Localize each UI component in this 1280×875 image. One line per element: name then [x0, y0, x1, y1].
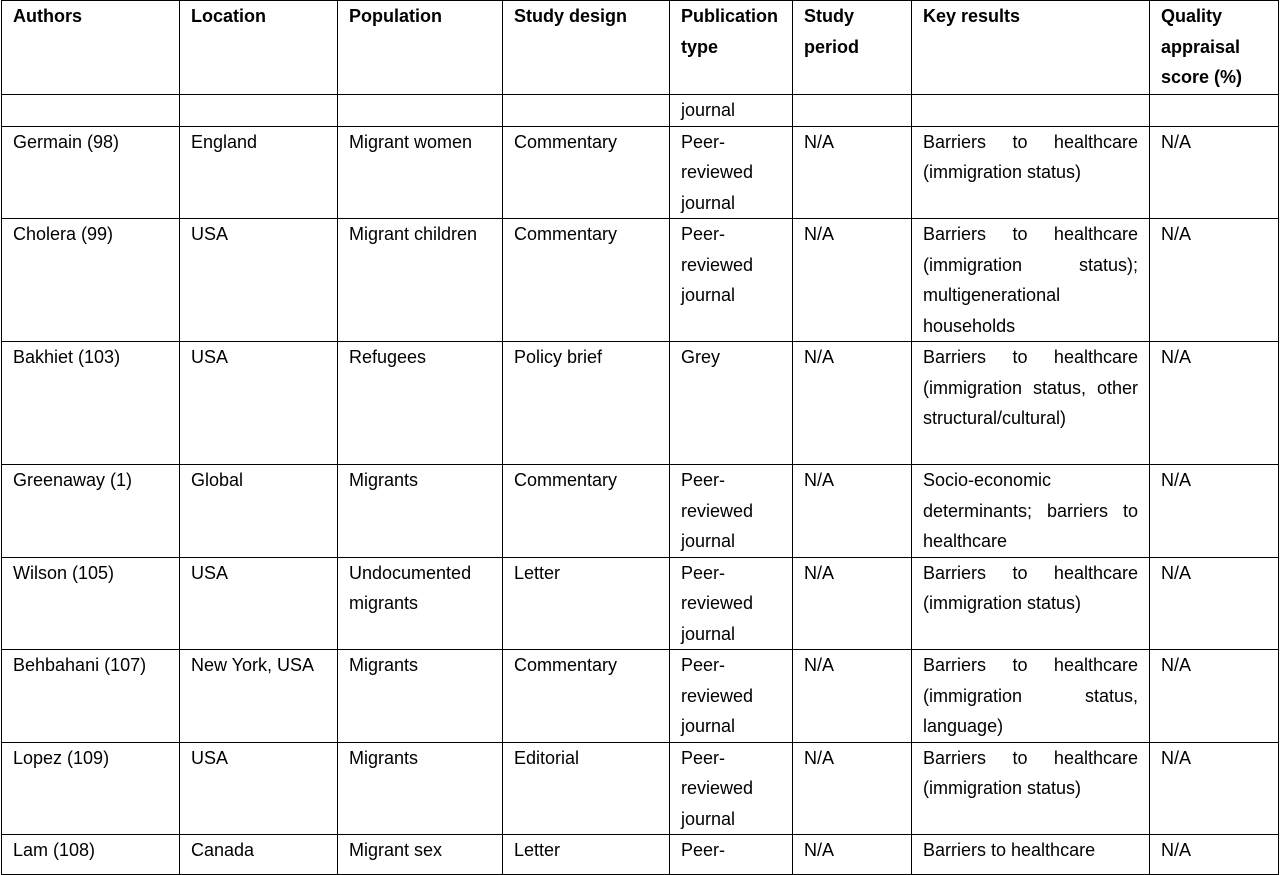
- cell-study-period: [793, 95, 912, 127]
- cell-study-design: Commentary: [503, 126, 670, 219]
- cell-study-design: Commentary: [503, 219, 670, 342]
- cell-publication-type: Peer-reviewed journal: [670, 557, 793, 650]
- cell-study-design: Letter: [503, 835, 670, 875]
- header-publication-type: Publication type: [670, 1, 793, 95]
- cell-study-period: N/A: [793, 126, 912, 219]
- cell-authors: Lopez (109): [2, 742, 180, 835]
- table-header-row: [2, 1, 1279, 95]
- header-quality: Quality appraisal score (%): [1150, 1, 1279, 95]
- cell-population: Refugees: [338, 342, 503, 465]
- cell-authors: Wilson (105): [2, 557, 180, 650]
- table-row: [2, 126, 1279, 219]
- table-row: [2, 557, 1279, 650]
- cell-location: USA: [180, 219, 338, 342]
- cell-quality: N/A: [1150, 650, 1279, 743]
- cell-quality: N/A: [1150, 342, 1279, 465]
- cell-location: New York, USA: [180, 650, 338, 743]
- cell-key-results: Socio-economic determinants; barriers to healthcare: [912, 465, 1150, 558]
- cell-location: Canada: [180, 835, 338, 875]
- header-population: Population: [338, 1, 503, 95]
- cell-study-design: Editorial: [503, 742, 670, 835]
- cell-quality: N/A: [1150, 742, 1279, 835]
- cell-authors: [2, 95, 180, 127]
- cell-population: Migrants: [338, 742, 503, 835]
- cell-authors: Cholera (99): [2, 219, 180, 342]
- cell-study-period: N/A: [793, 742, 912, 835]
- cell-key-results: [912, 95, 1150, 127]
- cell-publication-type: Peer-reviewed journal: [670, 126, 793, 219]
- cell-study-design: Letter: [503, 557, 670, 650]
- header-study-period: Study period: [793, 1, 912, 95]
- table-row: [2, 742, 1279, 835]
- table-row: [2, 342, 1279, 465]
- header-authors: Authors: [2, 1, 180, 95]
- cell-publication-type: Peer-reviewed journal: [670, 219, 793, 342]
- cell-study-design: Commentary: [503, 650, 670, 743]
- cell-key-results: Barriers to healthcare (immigration status, other structural/cultural): [912, 342, 1150, 465]
- cell-authors: Germain (98): [2, 126, 180, 219]
- cell-study-period: N/A: [793, 835, 912, 875]
- cell-population: Migrant sex: [338, 835, 503, 875]
- cell-authors: Lam (108): [2, 835, 180, 875]
- header-key-results: Key results: [912, 1, 1150, 95]
- cell-population: Migrants: [338, 465, 503, 558]
- cell-publication-type: Grey: [670, 342, 793, 465]
- cell-authors: Greenaway (1): [2, 465, 180, 558]
- cell-location: Global: [180, 465, 338, 558]
- cell-location: USA: [180, 742, 338, 835]
- cell-key-results: Barriers to healthcare (immigration status); multigenerational households: [912, 219, 1150, 342]
- cell-population: Migrants: [338, 650, 503, 743]
- cell-location: USA: [180, 557, 338, 650]
- cell-study-period: N/A: [793, 219, 912, 342]
- continuation-row: [2, 95, 1279, 127]
- cell-key-results: Barriers to healthcare (immigration status): [912, 742, 1150, 835]
- cell-study-design: Policy brief: [503, 342, 670, 465]
- cell-publication-type: Peer-reviewed journal: [670, 742, 793, 835]
- cell-authors: Bakhiet (103): [2, 342, 180, 465]
- cell-population: Migrant women: [338, 126, 503, 219]
- cell-population: Migrant children: [338, 219, 503, 342]
- table-row: [2, 465, 1279, 558]
- cell-key-results: Barriers to healthcare (immigration status): [912, 557, 1150, 650]
- cell-population: Undocumented migrants: [338, 557, 503, 650]
- cell-quality: [1150, 95, 1279, 127]
- study-table: [1, 0, 1279, 875]
- cell-quality: N/A: [1150, 219, 1279, 342]
- cell-location: England: [180, 126, 338, 219]
- header-study-design: Study design: [503, 1, 670, 95]
- cell-study-period: N/A: [793, 650, 912, 743]
- header-location: Location: [180, 1, 338, 95]
- cell-location: [180, 95, 338, 127]
- cell-publication-type: Peer-reviewed journal: [670, 465, 793, 558]
- table-row: [2, 219, 1279, 342]
- cell-quality: N/A: [1150, 835, 1279, 875]
- cell-location: USA: [180, 342, 338, 465]
- cell-quality: N/A: [1150, 557, 1279, 650]
- cell-publication-type: Peer-reviewed journal: [670, 650, 793, 743]
- table-row: [2, 650, 1279, 743]
- cell-population: [338, 95, 503, 127]
- cell-key-results: Barriers to healthcare (immigration status): [912, 126, 1150, 219]
- cell-key-results: Barriers to healthcare: [912, 835, 1150, 875]
- cell-study-design: Commentary: [503, 465, 670, 558]
- cell-study-design: [503, 95, 670, 127]
- cell-publication-type: journal: [670, 95, 793, 127]
- cell-study-period: N/A: [793, 557, 912, 650]
- cell-key-results: Barriers to healthcare (immigration status, language): [912, 650, 1150, 743]
- table-row: [2, 835, 1279, 875]
- cell-publication-type: Peer-: [670, 835, 793, 875]
- cell-study-period: N/A: [793, 342, 912, 465]
- cell-quality: N/A: [1150, 126, 1279, 219]
- cell-authors: Behbahani (107): [2, 650, 180, 743]
- cell-study-period: N/A: [793, 465, 912, 558]
- cell-quality: N/A: [1150, 465, 1279, 558]
